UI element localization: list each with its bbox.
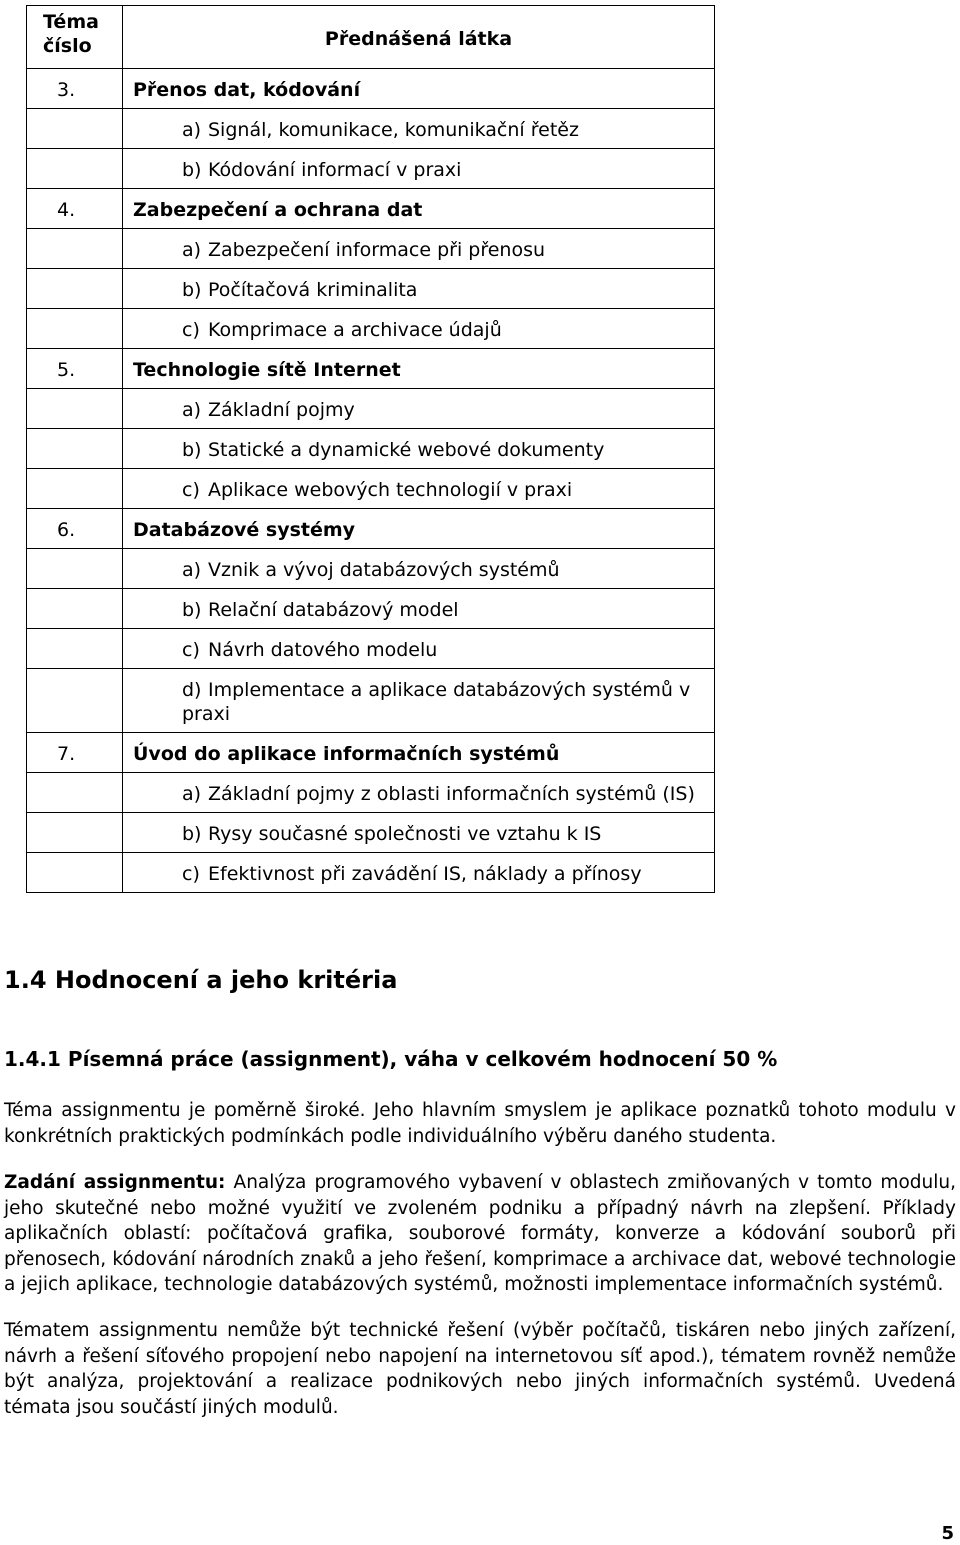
subtopic-row — [27, 773, 715, 813]
subtopic-empty-cell — [27, 229, 123, 269]
subtopic-cell — [123, 149, 715, 189]
subtopic-empty-cell — [27, 109, 123, 149]
subtopic-text: Relační databázový model — [208, 599, 459, 621]
subtopic-text: Základní pojmy z oblasti informačních systémů (IS) — [208, 783, 695, 805]
list-item — [123, 269, 714, 308]
subtopic-text: Základní pojmy — [208, 399, 355, 421]
subtopic-cell — [123, 549, 715, 589]
subtopic-empty-cell — [27, 309, 123, 349]
subtopic-empty-cell — [27, 149, 123, 189]
list-item — [123, 813, 714, 852]
subtopic-row — [27, 389, 715, 429]
topic-title-cell — [123, 189, 715, 229]
subsection-heading: 1.4.1 Písemná práce (assignment), váha v celkovém hodnocení 50 % — [4, 1047, 778, 1071]
list-item — [123, 549, 714, 588]
subtopic-text: Komprimace a archivace údajů — [208, 319, 502, 341]
subtopic-empty-cell — [27, 549, 123, 589]
subtopic-cell — [123, 589, 715, 629]
list-item — [123, 773, 714, 812]
subtopic-row — [27, 813, 715, 853]
subtopic-empty-cell — [27, 669, 123, 733]
topic-number: 7. — [57, 743, 76, 765]
subtopic-empty-cell — [27, 469, 123, 509]
topic-title-cell — [123, 733, 715, 773]
subtopic-row — [27, 269, 715, 309]
subtopic-label: a) — [182, 119, 202, 141]
topic-title: Zabezpečení a ochrana dat — [133, 199, 423, 221]
subtopic-empty-cell — [27, 589, 123, 629]
subtopic-empty-cell — [27, 813, 123, 853]
subtopic-label: c) — [182, 479, 200, 501]
subtopic-row — [27, 309, 715, 349]
subtopic-label: d) — [182, 679, 202, 701]
subtopic-cell — [123, 109, 715, 149]
subtopic-cell — [123, 629, 715, 669]
subtopic-label: b) — [182, 159, 202, 181]
page-number: 5 — [941, 1523, 954, 1544]
topic-row — [27, 189, 715, 229]
section-heading: 1.4 Hodnocení a jeho kritéria — [4, 966, 398, 994]
subtopic-empty-cell — [27, 389, 123, 429]
subtopic-cell — [123, 853, 715, 893]
subtopic-label: b) — [182, 439, 202, 461]
header-topic-number: Téma číslo — [27, 6, 123, 69]
subtopic-text: Zabezpečení informace při přenosu — [208, 239, 546, 261]
subtopic-empty-cell — [27, 429, 123, 469]
topic-title: Databázové systémy — [133, 519, 356, 541]
topic-number: 3. — [57, 79, 76, 101]
subtopic-empty-cell — [27, 773, 123, 813]
subtopic-empty-cell — [27, 853, 123, 893]
list-item — [123, 109, 714, 148]
subtopic-row — [27, 229, 715, 269]
topic-row — [27, 349, 715, 389]
subtopic-row — [27, 109, 715, 149]
subtopic-row — [27, 629, 715, 669]
subtopic-label: c) — [182, 863, 200, 885]
header-lecture-content: Přednášená látka — [123, 6, 715, 69]
subtopic-text: Počítačová kriminalita — [208, 279, 418, 301]
topic-title-cell — [123, 69, 715, 109]
list-item — [123, 149, 714, 188]
list-item — [123, 229, 714, 268]
subtopic-text: Vznik a vývoj databázových systémů — [208, 559, 560, 581]
list-item — [123, 469, 714, 508]
topic-number: 6. — [57, 519, 76, 541]
subtopic-label: b) — [182, 823, 202, 845]
topic-number-cell — [27, 509, 123, 549]
paragraph-topic: Téma assignmentu je poměrně široké. Jeho hlavním smyslem je aplikace poznatků tohoto modulu v konkrétních praktických podmínkách podle individuálního výběru daného studenta. — [4, 1100, 956, 1147]
subtopic-text: Implementace a aplikace databázových systémů v praxi — [182, 679, 691, 725]
topic-row — [27, 509, 715, 549]
topic-title: Úvod do aplikace informačních systémů — [133, 743, 560, 765]
subtopic-row — [27, 149, 715, 189]
subtopic-text: Aplikace webových technologií v praxi — [208, 479, 573, 501]
topic-title-cell — [123, 349, 715, 389]
subtopic-text: Signál, komunikace, komunikační řetěz — [208, 119, 579, 141]
subtopic-label: a) — [182, 399, 202, 421]
subtopic-text: Návrh datového modelu — [208, 639, 438, 661]
assignment-text: Analýza programového vybavení v oblastech zmiňovaných v tomto modulu, jeho skutečné nebo možné využití ve zvoleném podniku a případný návrh na zlepšení. Příklady aplikačních oblastí: počítačová grafika, souborové formáty, konverze a kódování souborů při přenosech, kódování národních znaků a jeho řešení, komprimace a archivace dat, webové technologie a jejich aplikace, technologie databázových systémů, možnosti implementace informačních systémů. — [4, 1172, 956, 1295]
subtopic-cell — [123, 389, 715, 429]
subtopic-text: Rysy současné společnosti ve vztahu k IS — [208, 823, 602, 845]
topic-title: Přenos dat, kódování — [133, 79, 361, 101]
topic-number-cell — [27, 349, 123, 389]
subtopic-row — [27, 589, 715, 629]
subtopic-label: a) — [182, 783, 202, 805]
topic-number-cell — [27, 733, 123, 773]
subtopic-empty-cell — [27, 629, 123, 669]
subtopic-cell — [123, 309, 715, 349]
subtopic-label: b) — [182, 279, 202, 301]
topic-number-cell — [27, 69, 123, 109]
list-item — [123, 589, 714, 628]
subtopic-label: a) — [182, 559, 202, 581]
assignment-label: Zadání assignmentu: — [4, 1172, 226, 1193]
subtopic-row — [27, 853, 715, 893]
list-item — [123, 853, 714, 892]
topic-title-cell — [123, 509, 715, 549]
subtopic-empty-cell — [27, 269, 123, 309]
subtopic-cell — [123, 229, 715, 269]
subtopic-cell — [123, 469, 715, 509]
paragraph-exclusions: Tématem assignmentu nemůže být technické řešení (výběr počítačů, tiskáren nebo jiných zařízení, návrh a řešení síťového propojení nebo napojení na internetovou síť apod.), tématem rovněž nemůže být analýza, projektování a realizace podnikových nebo jiných informačních systémů. Uvedená témata jsou součástí jiných modulů. — [4, 1320, 956, 1418]
subtopic-label: c) — [182, 639, 200, 661]
topic-row — [27, 733, 715, 773]
subtopic-text: Efektivnost při zavádění IS, náklady a přínosy — [208, 863, 642, 885]
topic-number: 4. — [57, 199, 76, 221]
subtopic-cell — [123, 429, 715, 469]
subtopic-cell — [123, 269, 715, 309]
topic-number: 5. — [57, 359, 76, 381]
list-item — [123, 629, 714, 668]
paragraph-assignment — [4, 1170, 956, 1298]
subtopic-cell — [123, 813, 715, 853]
subtopic-label: b) — [182, 599, 202, 621]
topic-number-cell — [27, 189, 123, 229]
subtopic-text: Kódování informací v praxi — [208, 159, 462, 181]
list-item — [123, 389, 714, 428]
subtopic-label: c) — [182, 319, 200, 341]
subtopic-row — [27, 469, 715, 509]
subtopic-cell — [123, 669, 715, 733]
topic-title: Technologie sítě Internet — [133, 359, 401, 381]
topic-row — [27, 69, 715, 109]
subtopic-row — [27, 429, 715, 469]
subtopic-row — [27, 549, 715, 589]
subtopic-text: Statické a dynamické webové dokumenty — [208, 439, 605, 461]
subtopic-cell — [123, 773, 715, 813]
list-item — [123, 309, 714, 348]
list-item — [123, 429, 714, 468]
syllabus-table — [26, 5, 715, 893]
subtopic-row — [27, 669, 715, 733]
list-item — [123, 669, 714, 732]
table-header-row — [27, 6, 715, 69]
subtopic-label: a) — [182, 239, 202, 261]
